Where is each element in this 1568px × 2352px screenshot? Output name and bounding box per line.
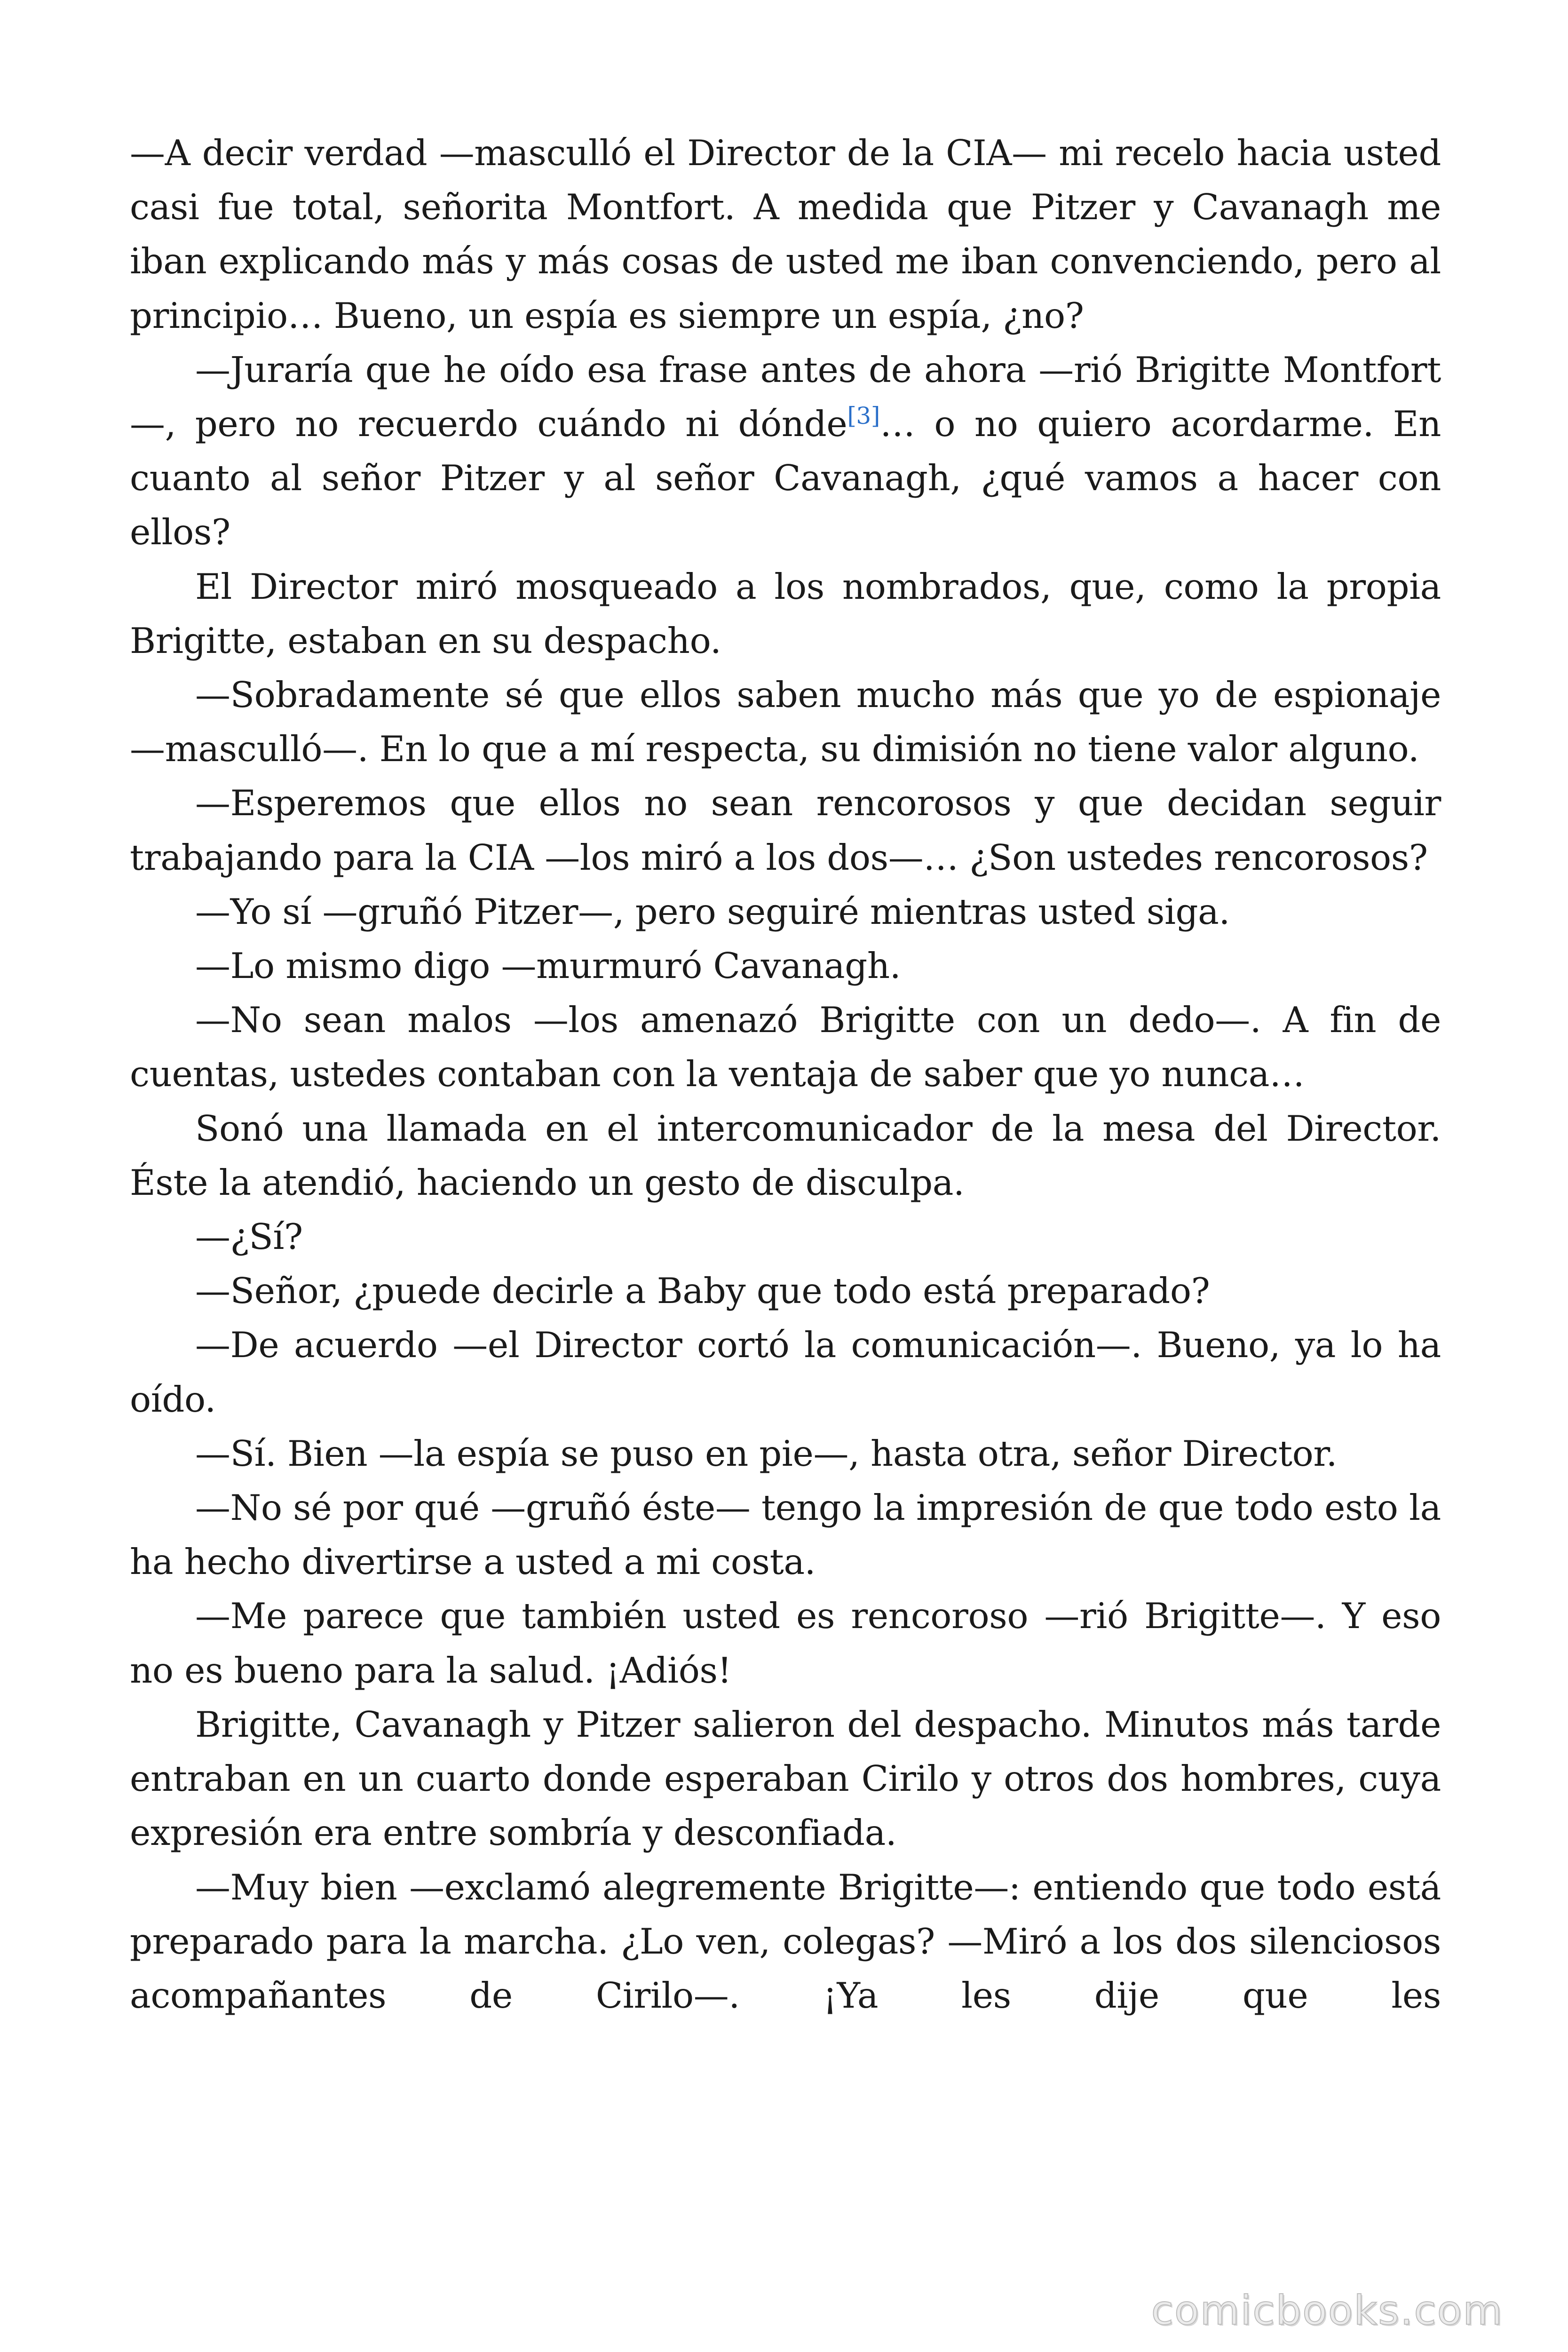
paragraph-text: —Esperemos que ellos no sean rencorosos y que decidan seguir trabajando para la CIA —los miró a los dos—… ¿Son ustedes rencorosos?: [130, 782, 1441, 878]
paragraph-16: [130, 1860, 1441, 2023]
paragraph-text: —Muy bien —exclamó alegremente Brigitte—: entiendo que todo está preparado para la marcha. ¿Lo ven, colegas? —Miró a los dos silenciosos acompañantes de Cirilo—. ¡Ya les dije que les: [130, 1866, 1441, 2016]
paragraph-text: —Lo mismo digo —murmuró Cavanagh.: [195, 945, 901, 987]
paragraph-0: [130, 126, 1441, 343]
paragraph-8: [130, 1102, 1441, 1210]
paragraph-10: [130, 1264, 1441, 1318]
paragraph-text: —Yo sí —gruñó Pitzer—, pero seguiré mientras usted siga.: [195, 890, 1230, 932]
paragraph-text: —No sean malos —los amenazó Brigitte con un dedo—. A fin de cuentas, ustedes contaban con la ventaja de saber que yo nunca…: [130, 999, 1441, 1095]
paragraph-text: —No sé por qué —gruñó éste— tengo la impresión de que todo esto la ha hecho divertirse a usted a mi costa.: [130, 1487, 1441, 1583]
paragraph-4: [130, 776, 1441, 884]
watermark-logo: comicbooks.com: [1151, 2287, 1503, 2334]
paragraph-2: [130, 560, 1441, 668]
paragraph-text: —Sobradamente sé que ellos saben mucho más que yo de espionaje —masculló—. En lo que a mí respecta, su dimisión no tiene valor alguno.: [130, 674, 1441, 770]
paragraph-text: —A decir verdad —masculló el Director de la CIA— mi recelo hacia usted casi fue total, señorita Montfort. A medida que Pitzer y Cavanagh me iban explicando más y más cosas de usted me iban convenciendo, pero al principio… Bueno, un espía es siempre un espía, ¿no?: [130, 132, 1441, 336]
paragraph-7: [130, 993, 1441, 1101]
paragraph-6: [130, 939, 1441, 993]
page-body: [130, 126, 1441, 2023]
paragraph-3: [130, 668, 1441, 776]
paragraph-text-after-note: … o no quiero acordarme. En cuanto al señor Pitzer y al señor Cavanagh, ¿qué vamos a hacer con ellos?: [130, 403, 1441, 553]
paragraph-1: [130, 343, 1441, 560]
paragraph-text: —Sí. Bien —la espía se puso en pie—, hasta otra, señor Director.: [195, 1432, 1338, 1474]
paragraph-text: —Me parece que también usted es rencoroso —rió Brigitte—. Y eso no es bueno para la salud. ¡Adiós!: [130, 1595, 1441, 1691]
paragraph-text: —De acuerdo —el Director cortó la comunicación—. Bueno, ya lo ha oído.: [130, 1324, 1441, 1420]
footnote-link[interactable]: [3]: [847, 402, 880, 430]
paragraph-text: Brigitte, Cavanagh y Pitzer salieron del despacho. Minutos más tarde entraban en un cuarto donde esperaban Cirilo y otros dos hombres, cuya expresión era entre sombría y desconfiada.: [130, 1703, 1441, 1854]
paragraph-14: [130, 1589, 1441, 1697]
paragraph-15: [130, 1698, 1441, 1860]
paragraph-text: Sonó una llamada en el intercomunicador de la mesa del Director. Éste la atendió, haciendo un gesto de disculpa.: [130, 1107, 1441, 1203]
paragraph-text: —Juraría que he oído esa frase antes de ahora —rió Brigitte Montfort—, pero no recuerdo cuándo ni dónde: [130, 349, 1441, 445]
paragraph-12: [130, 1427, 1441, 1481]
paragraph-text: El Director miró mosqueado a los nombrados, que, como la propia Brigitte, estaban en su despacho.: [130, 565, 1441, 661]
paragraph-text: —¿Sí?: [195, 1216, 303, 1258]
paragraph-5: [130, 885, 1441, 939]
paragraph-11: [130, 1318, 1441, 1426]
paragraph-text: —Señor, ¿puede decirle a Baby que todo está preparado?: [195, 1270, 1210, 1312]
paragraph-13: [130, 1481, 1441, 1589]
paragraph-9: [130, 1210, 1441, 1264]
